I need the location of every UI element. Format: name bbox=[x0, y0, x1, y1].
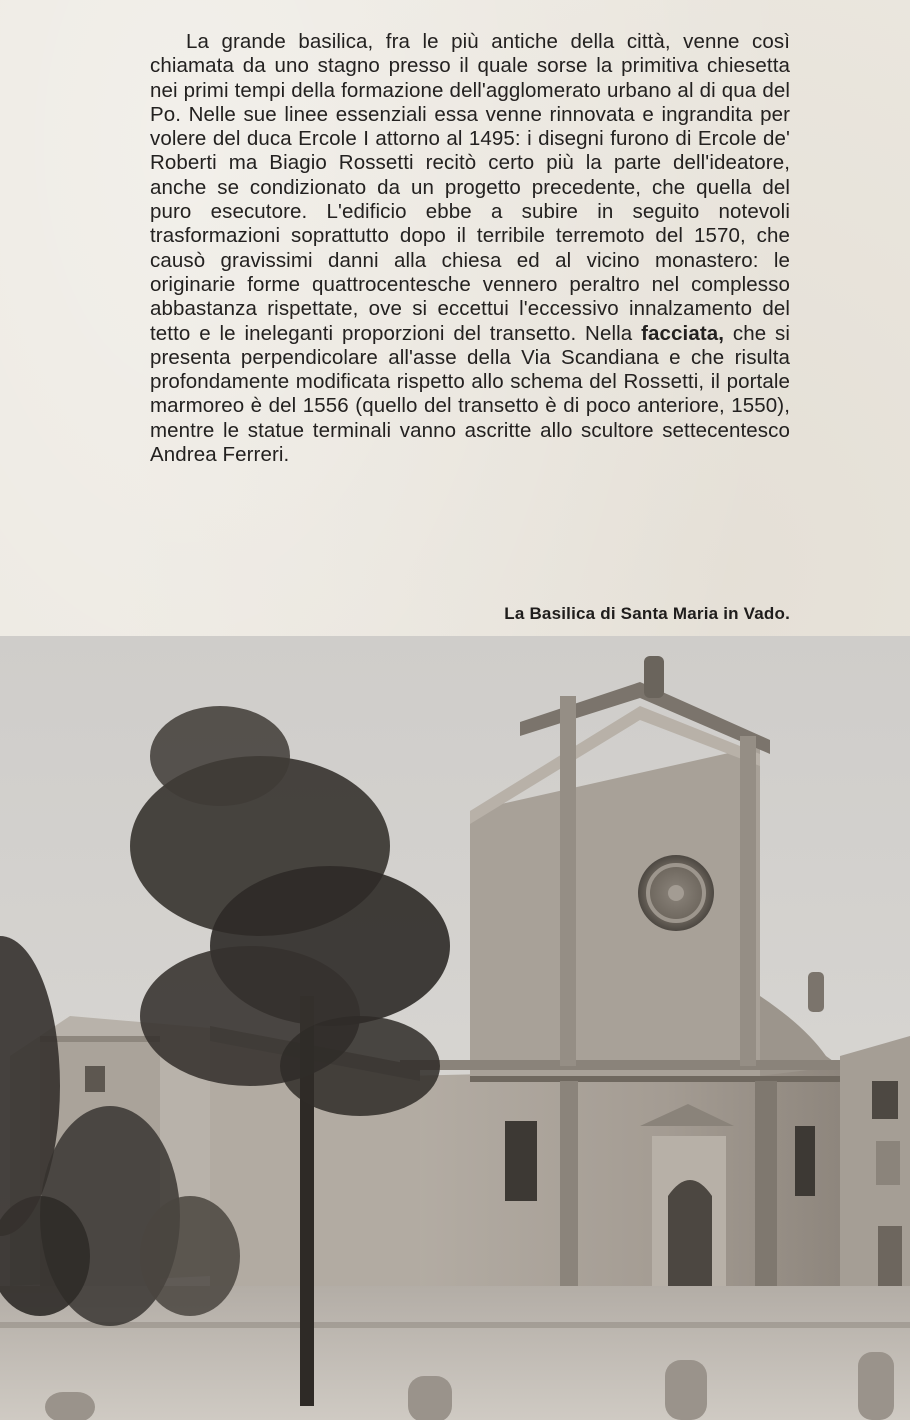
paragraph-text-part2: che si presenta perpendicolare all'asse della Via Scandiana e che risulta profondamente modificata rispetto allo schema del Rossetti, il portale marmoreo è del 1556 (quello del transetto è di poco anteriore, 1550), mentre le statue terminali vanno ascritte allo scultore settecentesco Andrea Ferreri. bbox=[150, 321, 791, 467]
church-photo bbox=[0, 636, 910, 1420]
right-building bbox=[840, 1036, 910, 1326]
photo-caption: La Basilica di Santa Maria in Vado. bbox=[504, 604, 790, 623]
paragraph-text-part1: La grande basilica, fra le più antiche della città, venne così chiamata da uno stagno presso il quale sorse la primitiva chiesetta nei primi tempi della formazione dell'agglomerato urbano al di qua del Po. Nelle sue linee essenziali essa venne rinnovata e ingrandita per volere del duca Ercole I attorno al 1495: i disegni furono di Ercole de' Roberti ma Biagio Rossetti recitò certo più la parte dell'ideatore, anche se condizionato da un progetto precedente, che quella del puro esecutore. L'edificio ebbe a subire in seguito notevoli trasformazioni soprattutto dopo il terribile terremoto del 1570, che causò gravissimi danni alla chiesa ed al vicino monastero: le originarie forme quattrocentesche vennero peraltro nel complesso abbastanza rispettate, ove si eccettui l'eccessivo innalzamento del tetto e le ineleganti proporzioni del transetto. Nella bbox=[150, 30, 790, 345]
piazza-curb bbox=[0, 1322, 910, 1328]
church-photo-illustration bbox=[0, 636, 910, 1420]
body-paragraph bbox=[150, 30, 790, 467]
emphasis-facciata: facciata, bbox=[641, 321, 725, 345]
